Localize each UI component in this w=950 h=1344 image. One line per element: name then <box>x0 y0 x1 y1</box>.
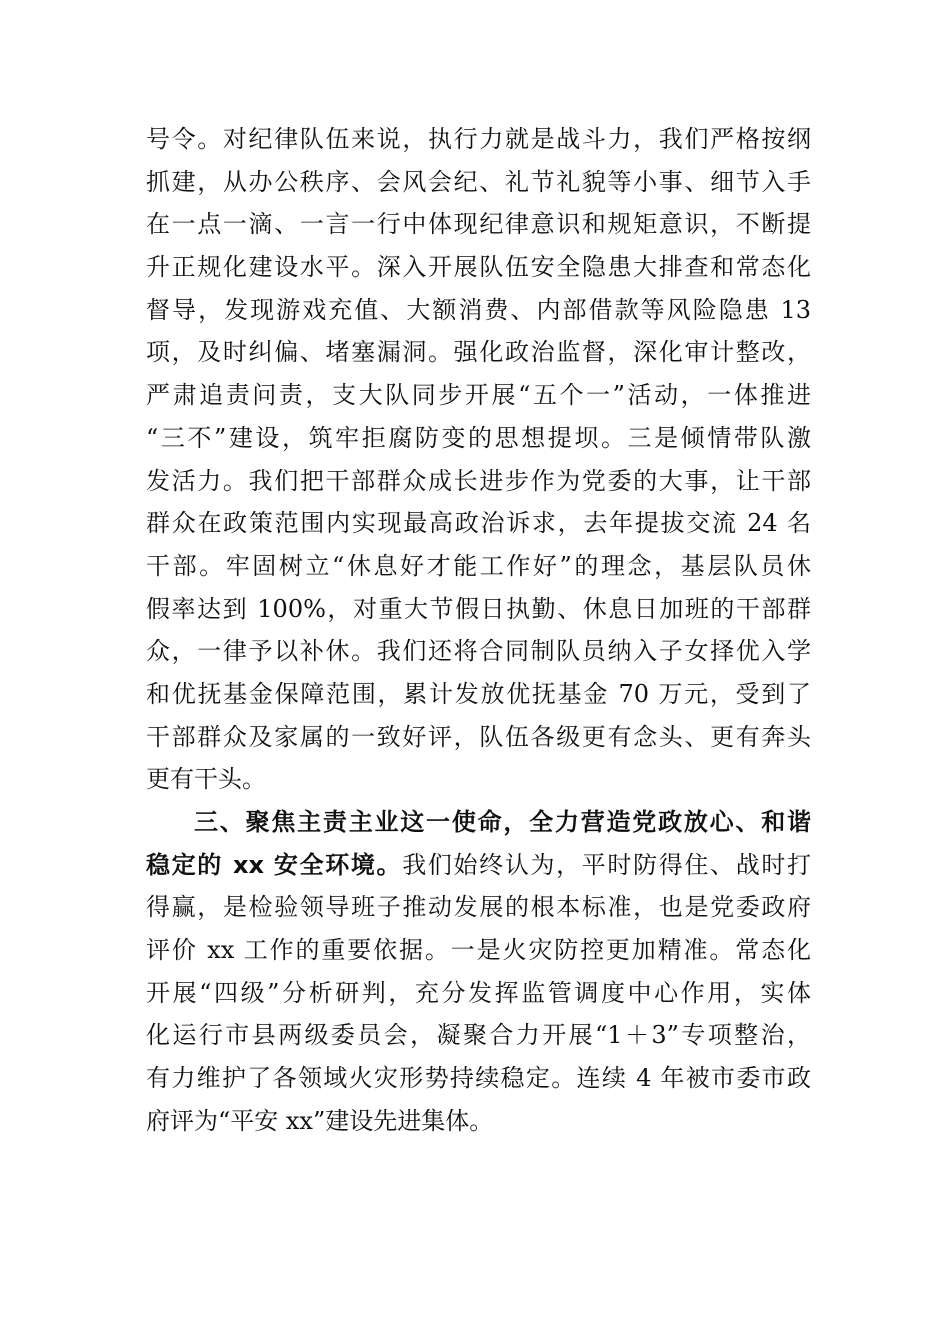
document-body <box>146 118 811 1143</box>
paragraph-line: 严肃追责问责，支大队同步开展“五个一”活动，一体推进 <box>146 381 811 410</box>
paragraph-line: 督导，发现游戏充值、大额消费、内部借款等风险隐患 13 <box>146 295 811 324</box>
paragraph-line: 得赢，是检验领导班子推动发展的根本标准，也是党委政府 <box>146 893 811 922</box>
paragraph-line: 发活力。我们把干部群众成长进步作为党委的大事，让干部 <box>146 466 811 495</box>
section-heading: 三、聚焦主责主业这一使命，全力营造党政放心、和谐 <box>194 808 811 836</box>
paragraph-line: 号令。对纪律队伍来说，执行力就是战斗力，我们严格按纲 <box>146 125 811 153</box>
paragraph-line: 化运行市县两级委员会，凝聚合力开展“1＋3”专项整治， <box>146 1021 811 1050</box>
paragraph-line: 抓建，从办公秩序、会风会纪、礼节礼貌等小事、细节入手 <box>146 167 811 196</box>
paragraph-line: 府评为“平安 xx”建设先进集体。 <box>146 1106 494 1135</box>
paragraph-line: 更有干头。 <box>146 765 266 794</box>
paragraph-line <box>146 844 811 887</box>
paragraph-line: 升正规化建设水平。深入开展队伍安全隐患大排查和常态化 <box>146 253 811 282</box>
paragraph-line: 有力维护了各领域火灾形势持续稳定。连续 4 年被市委市政 <box>146 1064 811 1093</box>
paragraph-discipline <box>146 118 811 801</box>
paragraph-line: “三不”建设，筑牢拒腐防变的思想提坝。三是倾情带队激 <box>146 423 811 452</box>
paragraph-line: 干部。牢固树立“休息好才能工作好”的理念，基层队员休 <box>146 551 811 580</box>
paragraph-line: 假率达到 100%，对重大节假日执勤、休息日加班的干部群 <box>146 594 811 623</box>
section-heading-end: 稳定的 xx 安全环境。 <box>146 850 403 879</box>
paragraph-line: 干部群众及家属的一致好评，队伍各级更有念头、更有奔头 <box>146 722 811 751</box>
paragraph-line: 群众在政策范围内实现最高政治诉求，去年提拔交流 24 名 <box>146 509 811 538</box>
paragraph-text: 我们始终认为，平时防得住、战时打 <box>402 850 811 879</box>
paragraph-line: 开展“四级”分析研判，充分发挥监管调度中心作用，实体 <box>146 978 811 1007</box>
paragraph-line: 众，一律予以补休。我们还将合同制队员纳入子女择优入学 <box>146 637 811 666</box>
paragraph-section-three <box>146 801 811 1143</box>
paragraph-line: 项，及时纠偏、堵塞漏洞。强化政治监督，深化审计整改， <box>146 338 811 367</box>
paragraph-line: 和优抚基金保障范围，累计发放优抚基金 70 万元，受到了 <box>146 679 811 708</box>
paragraph-line: 在一点一滴、一言一行中体现纪律意识和规矩意识，不断提 <box>146 210 811 239</box>
paragraph-line: 评价 xx 工作的重要依据。一是火灾防控更加精准。常态化 <box>146 936 811 965</box>
